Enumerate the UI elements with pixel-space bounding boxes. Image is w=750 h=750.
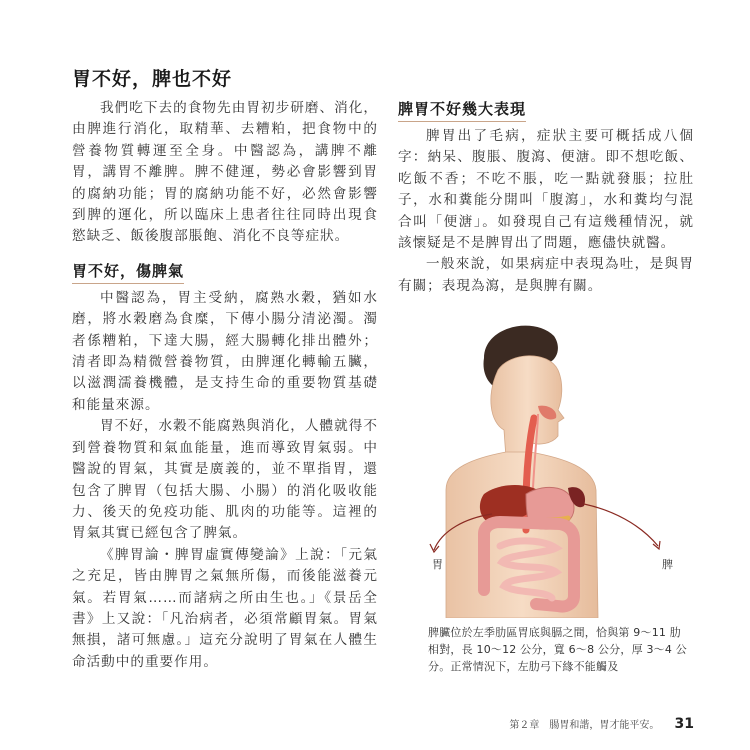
section-heading-stomach-spleen-qi: 胃不好，傷脾氣 [72,260,184,284]
body-paragraph: 胃不好，水穀不能腐熟與消化，人體就得不到營養物質和氣血能量，進而導致胃氣弱。中醫說的胃氣，其實是廣義的，並不單指胃，還包含了脾胃（包括大腸、小腸）的消化吸收能力、後天的免疫功能、肌肉的功能等。這裡的胃氣其實已經包含了脾氣。 [72,418,378,542]
right-column [398,96,694,297]
section-heading-symptoms: 脾胃不好幾大表現 [398,98,526,122]
illustration-caption: 脾臟位於左季肋區胃底與膈之間，恰與第 9～11 肋相對，長 10～12 公分，寬 6～8 公分，厚 3～4 公分。正常情況下，左肋弓下緣不能觸及 [428,626,687,673]
label-spleen: 脾 [662,558,673,571]
page-footer [509,716,694,732]
digestive-system-illustration [426,318,676,618]
body-paragraph: 一般來說，如果病症中表現為吐，是與胃有關；表現為瀉，是與脾有關。 [398,256,694,294]
body-paragraph: 中醫認為，胃主受納，腐熟水穀，猶如水磨，將水穀磨為食糜，下傳小腸分清泌濁。濁者係糟粕，下達大腸，經大腸轉化排出體外；清者即為精微營養物質，由脾運化轉輸五臟，以滋潤濡養機體，是支持生命的重要物質基礎和能量來源。 [72,289,378,413]
label-stomach: 胃 [432,558,443,571]
page-number: 31 [674,716,694,732]
body-paragraph: 脾胃出了毛病，症狀主要可概括成八個字：納呆、腹脹、腹瀉、便溏。即不想吃飯、吃飯不香；不吃不脹，吃一點就發脹；拉肚子，水和糞能分開叫「腹瀉」，水和糞均勻混合叫「便溏」。如發現自己有這幾種情況，就該懷疑是不是脾胃出了問題，應儘快就醫。 [398,128,694,252]
page-title: 胃不好，脾也不好 [72,68,233,90]
intro-paragraph: 我們吃下去的食物先由胃初步研磨、消化，由脾進行消化，取精華、去糟粕，把食物中的營養物質轉運至全身。中醫認為，講脾不離胃，講胃不離脾。脾不健運，勢必會影響到胃的腐納功能；胃的腐納功能不好，必然會影響到脾的運化，所以臨床上患者往往同時出現食慾缺乏、飯後腹部脹飽、消化不良等症狀。 [72,100,378,245]
left-column [72,98,378,673]
chapter-title: 第２章 腸胃和諧，胃才能平安。 [509,720,660,731]
body-paragraph: 《脾胃論・脾胃虛實傳變論》上說：「元氣之充足，皆由脾胃之氣無所傷，而後能滋養元氣。若胃氣……而諸病之所由生也。」《景岳全書》上又說：「凡治病者，必須常顧胃氣。胃氣無損，諸可無慮。」這充分說明了胃氣在人體生命活動中的重要作用。 [72,546,378,670]
